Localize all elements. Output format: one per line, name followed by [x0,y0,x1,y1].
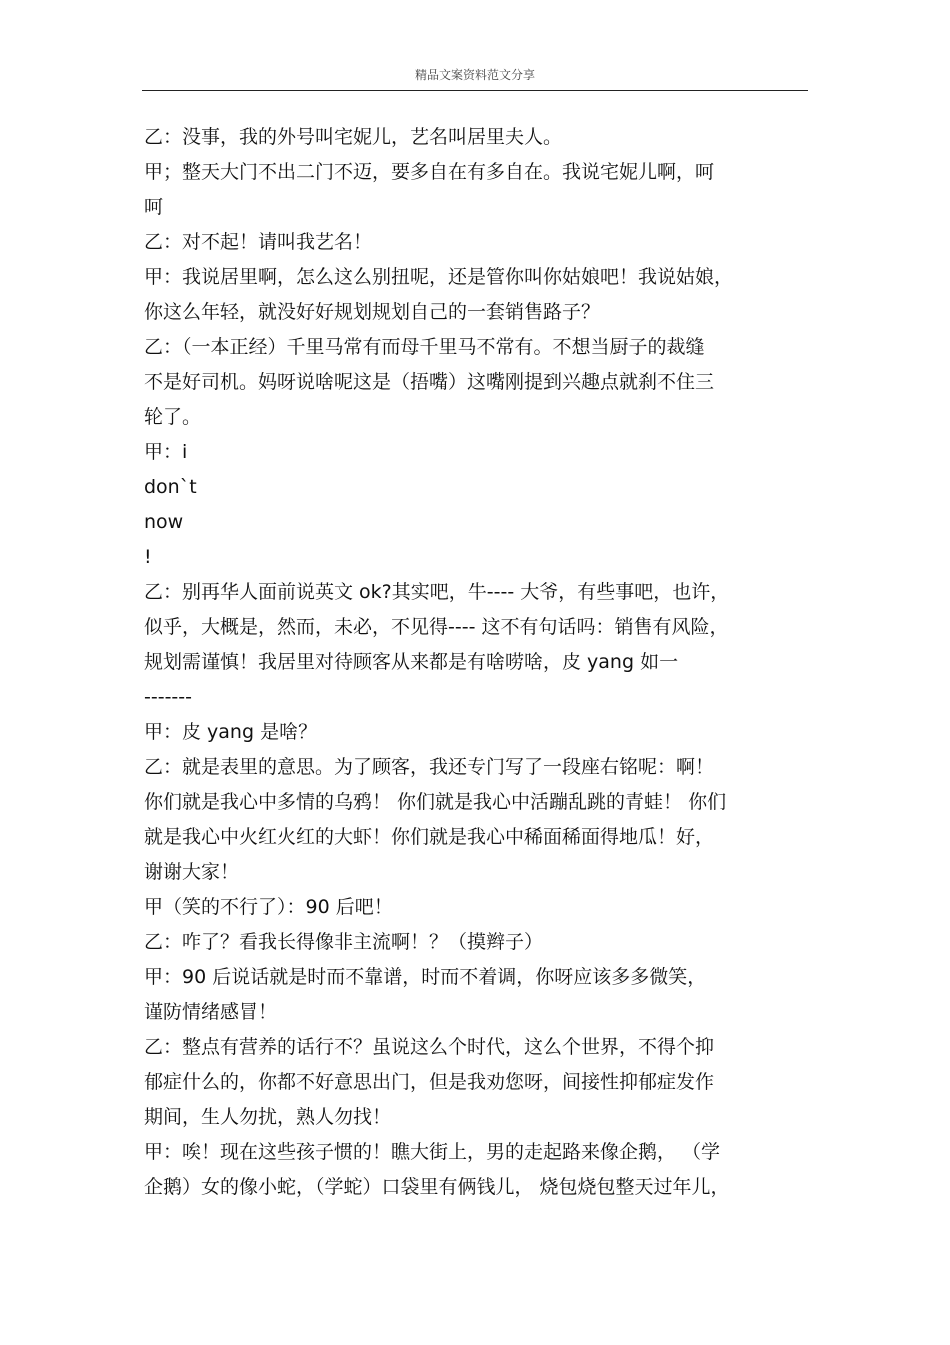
text-line: 谨防情绪感冒！ [144,1001,278,1023]
text-line: 期间，生人勿扰，熟人勿找！ [144,1106,392,1128]
text-line: 企鹅）女的像小蛇，（学蛇）口袋里有俩钱儿， 烧包烧包整天过年儿， [144,1176,730,1198]
text-line: 乙：别再华人面前说英文 ok?其实吧，牛---- 大爷，有些事吧，也许， [144,581,730,603]
text-line: 郁症什么的，你都不好意思出门，但是我劝您呀，间接性抑郁症发作 [144,1071,715,1093]
text-line: 似乎，大概是，然而，未必，不见得---- 这不有句话吗：销售有风险， [144,616,729,638]
page-header: 精品文案资料范文分享 [414,68,535,82]
text-line: 甲：唉！现在这些孩子惯的！瞧大街上，男的走起路来像企鹅， （学 [144,1141,721,1163]
text-line: 甲：我说居里啊，怎么这么别扭呢，还是管你叫你姑娘吧！我说姑娘， [144,266,734,288]
text-line: 甲：i [144,441,188,463]
text-line: 你们就是我心中多情的乌鸦！ 你们就是我心中活蹦乱跳的青蛙！ 你们 [144,791,727,813]
text-line: ------- [144,686,192,708]
text-line: 乙：（一本正经）千里马常有而母千里马不常有。不想当厨子的裁缝 [144,336,705,358]
header-divider [142,90,808,91]
text-line: ! [144,546,152,568]
text-line: 乙：整点有营养的话行不？虽说这么个时代，这么个世界，不得个抑 [144,1036,715,1058]
text-line: 就是我心中火红火红的大虾！你们就是我心中稀面稀面得地瓜！好， [144,826,715,848]
document-body [144,120,808,1205]
text-line: 谢谢大家！ [144,861,240,883]
text-line: 甲（笑的不行了）：90 后吧！ [144,896,393,918]
text-line: 不是好司机。妈呀说啥呢这是（捂嘴）这嘴刚提到兴趣点就刹不住三 [144,371,715,393]
text-line: 乙：对不起！请叫我艺名！ [144,231,373,253]
text-line: don`t [144,476,197,498]
text-line: now [144,511,184,533]
text-line: 呵 [144,196,164,218]
text-line: 规划需谨慎！我居里对待顾客从来都是有啥唠啥，皮 yang 如一 [144,651,679,673]
text-line: 乙：没事，我的外号叫宅妮儿，艺名叫居里夫人。 [144,126,563,148]
text-line: 你这么年轻，就没好好规划规划自己的一套销售路子？ [144,301,601,323]
text-line: 甲：皮 yang 是啥？ [144,721,318,743]
text-line: 乙：就是表里的意思。为了顾客，我还专门写了一段座右铭呢：啊！ [144,756,715,778]
text-line: 乙：咋了？看我长得像非主流啊！？（摸辫子） [144,931,544,953]
text-line: 甲：90 后说话就是时而不靠谱，时而不着调，你呀应该多多微笑， [144,966,707,988]
text-line: 轮了。 [144,406,202,428]
text-line: 甲；整天大门不出二门不迈，要多自在有多自在。我说宅妮儿啊，呵 [144,161,715,183]
